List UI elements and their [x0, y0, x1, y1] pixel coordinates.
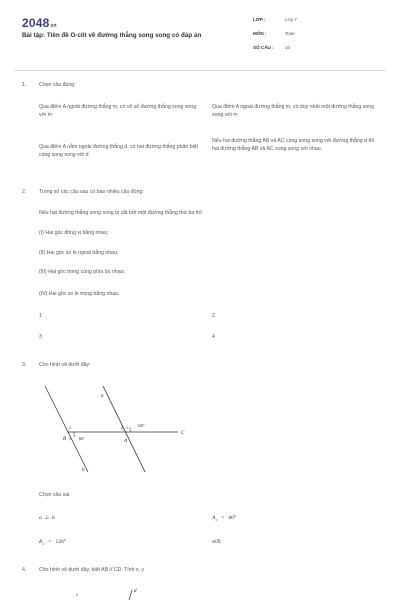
q2-option-d[interactable]: 4 — [212, 334, 215, 340]
q2-intro: Nếu hai đường thẳng song song bị cắt bởi một đường thẳng thứ ba thì: — [39, 210, 203, 216]
site-logo[interactable]: 2048vn — [22, 16, 57, 30]
q2-statement-2: (II) Hai góc so le ngoài bằng nhau; — [39, 250, 119, 256]
q3-option-b[interactable]: $A_2$ = 60° — [212, 515, 237, 523]
fig-label-B: B — [63, 437, 67, 442]
fig-angle-60: 60° — [79, 436, 85, 441]
q2-statement-3: (III) Hai góc trong cùng phía bù nhau; — [39, 269, 125, 275]
q3-option-d[interactable]: a//b — [212, 539, 221, 545]
q4-prompt: Cho hình vẽ dưới đây, biết AB // CD. Tính x, y — [39, 567, 145, 573]
fig-angle-1-left: 1 — [69, 436, 71, 441]
q3-choose-label: Chọn câu sai: — [39, 492, 71, 498]
q4-line-d — [129, 590, 132, 600]
q2-statement-1: (I) Hai góc đồng vị bằng nhau; — [39, 230, 109, 236]
q2-number: 2. — [22, 189, 27, 195]
fig-angle-2-left: 2 — [69, 425, 71, 430]
q2-statement-4: (IV) Hai góc so le trong bằng nhau. — [39, 291, 120, 297]
q1-option-c[interactable]: Qua điểm A nằm ngoài đường thẳng d, có hai đường thẳng phân biệt cùng song song với d — [39, 144, 199, 159]
fig-label-A: A — [124, 439, 128, 444]
q1-number: 1. — [22, 82, 27, 88]
fig-label-c: C — [181, 431, 185, 436]
q3-option-a[interactable]: a ⊥ b — [39, 515, 55, 521]
q2-prompt: Trong số các câu sau có bao nhiêu câu đúng: — [39, 189, 144, 195]
line-b — [103, 386, 145, 472]
q2-option-a[interactable]: 1 — [39, 313, 42, 319]
q4-figure — [0, 580, 400, 600]
line-a — [45, 386, 88, 472]
fig-label-a: a — [101, 394, 104, 399]
fig-angle-arc-right — [130, 427, 131, 432]
q3-prompt: Cho hình vẽ dưới đây: — [39, 362, 91, 368]
q4-label-d: d — [134, 589, 137, 594]
q1-prompt: Chọn câu đúng: — [39, 82, 76, 88]
q1-option-a[interactable]: Qua điểm A ngoài đường thẳng m, có vô số đường thẳng song song với m — [39, 104, 197, 119]
q3-option-c[interactable]: $B_2$ = 120° — [39, 539, 66, 547]
q2-option-c[interactable]: 3 — [39, 334, 42, 340]
q3-number: 3. — [22, 362, 27, 368]
q4-label-c: c — [76, 593, 79, 598]
worksheet-header: 2048vn Bài tập: Tiên đề O-clit về đường thẳng song song có đáp án LỚP : Lớp 7 MÔN : Toán SỐ CÂU : 10 — [22, 16, 297, 50]
q1-option-b[interactable]: Qua điểm A ngoài đường thẳng m, có duy nhất một đường thẳng song song với m — [212, 104, 374, 119]
page-title: Bài tập: Tiên đề O-clit về đường thẳng song song có đáp án — [22, 32, 202, 39]
fig-angle-120: 120° — [137, 423, 145, 428]
q1-option-d[interactable]: Nếu hai đường thẳng AB và AC cùng song song với đường thẳng d thì hai đường thẳng AB và AC song song với nhau. — [212, 138, 375, 153]
fig-angle-2-right: 2 — [121, 425, 123, 430]
q2-option-b[interactable]: 2 — [212, 313, 215, 319]
q4-number: 4. — [22, 567, 27, 573]
fig-label-b: b — [82, 468, 85, 473]
fig-angle-1-right: 1 — [126, 425, 128, 430]
fig-angle-arc-left — [74, 432, 75, 437]
